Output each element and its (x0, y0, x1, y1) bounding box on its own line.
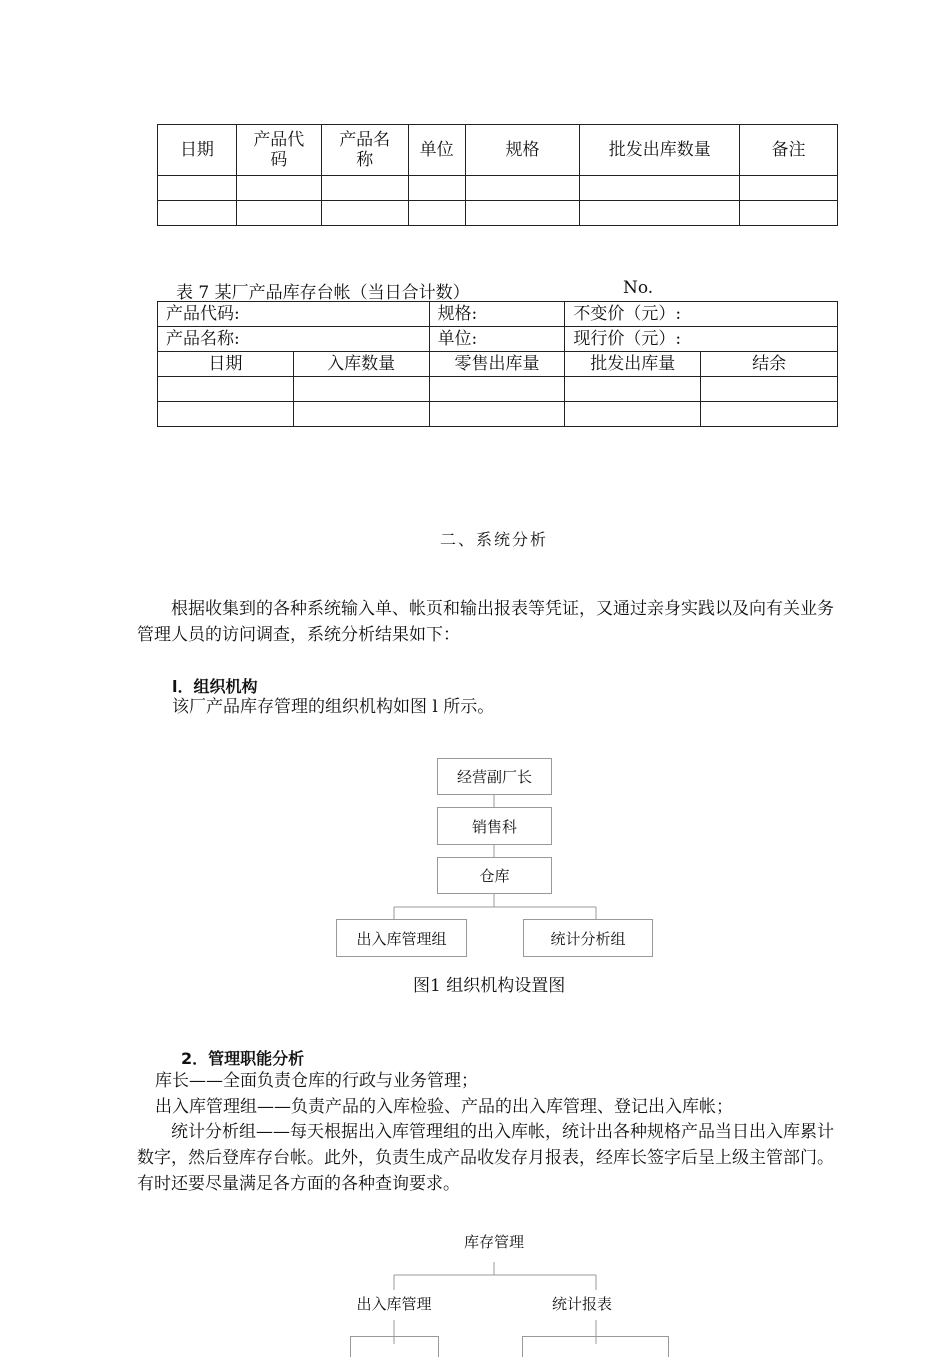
header-cell: 单位 (408, 125, 465, 176)
duty-warehouse-head: 库长——全面负责仓库的行政与业务管理； (155, 1071, 478, 1091)
subsection-title: 2．管理职能分析 (181, 1049, 305, 1068)
header-cell: 日期 (158, 125, 237, 176)
org-intro-text: 该厂产品库存管理的组织机构如图 l 所示。 (172, 697, 495, 717)
header-cell: 规格 (465, 125, 580, 176)
header-cell: 备注 (740, 125, 838, 176)
org-node-stats-group: 统计分析组 (523, 919, 653, 957)
func-node-inout: 出入库管理 (356, 1295, 432, 1313)
duty-stats-group: 统计分析组——每天根据出入库管理组的出入库帐，统计出各种规格产品当日出入库累计数字，然后登库存台帐。此外，负责生成产品收发存月报表，经库长签字后呈上级主管部门。有时还要尽量满足各方面的各种查询要求。 (137, 1122, 834, 1194)
fixed-price-field: 不变价（元）: (565, 302, 838, 327)
header-cell: 批发出库数量 (580, 125, 740, 176)
org-node-deputy-director: 经营副厂长 (437, 758, 552, 795)
func-node-root: 库存管理 (463, 1233, 524, 1251)
header-cell: 入库数量 (293, 352, 429, 377)
header-cell: 批发出库量 (565, 352, 701, 377)
product-code-field: 产品代码: (158, 302, 430, 327)
header-cell: 产品代 码 (236, 125, 321, 176)
org-node-warehouse: 仓库 (437, 857, 552, 894)
header-cell: 产品名 称 (321, 125, 408, 176)
product-name-field: 产品名称: (158, 327, 430, 352)
unit-field: 单位: (429, 327, 565, 352)
spec-field: 规格: (429, 302, 565, 327)
func-node-report: 统计报表 (551, 1295, 612, 1313)
org-node-inout-group: 出入库管理组 (336, 919, 467, 957)
table7-caption: 表 7 某厂产品库存台帐（当日合计数） (176, 283, 470, 303)
header-cell: 零售出库量 (429, 352, 565, 377)
func-subnode-box (350, 1336, 439, 1357)
section-title: 二、系统分析 (440, 530, 549, 549)
current-price-field: 现行价（元）: (565, 327, 838, 352)
header-cell: 日期 (158, 352, 294, 377)
org-node-sales-dept: 销售科 (437, 807, 552, 845)
table7-number-label: No. (623, 278, 654, 298)
header-cell: 结余 (701, 352, 838, 377)
figure1-caption: 图1 组织机构设置图 (413, 976, 566, 996)
subsection-title: l．组织机构 (172, 677, 258, 696)
intro-paragraph: 根据收集到的各种系统输入单、帐页和输出报表等凭证，又通过亲身实践以及向有关业务管理人员的访问调查，系统分析结果如下： (137, 599, 834, 645)
duty-inout-group: 出入库管理组——负责产品的入库检验、产品的出入库管理、登记出入库帐； (155, 1097, 733, 1117)
func-subnode-box (522, 1336, 669, 1357)
